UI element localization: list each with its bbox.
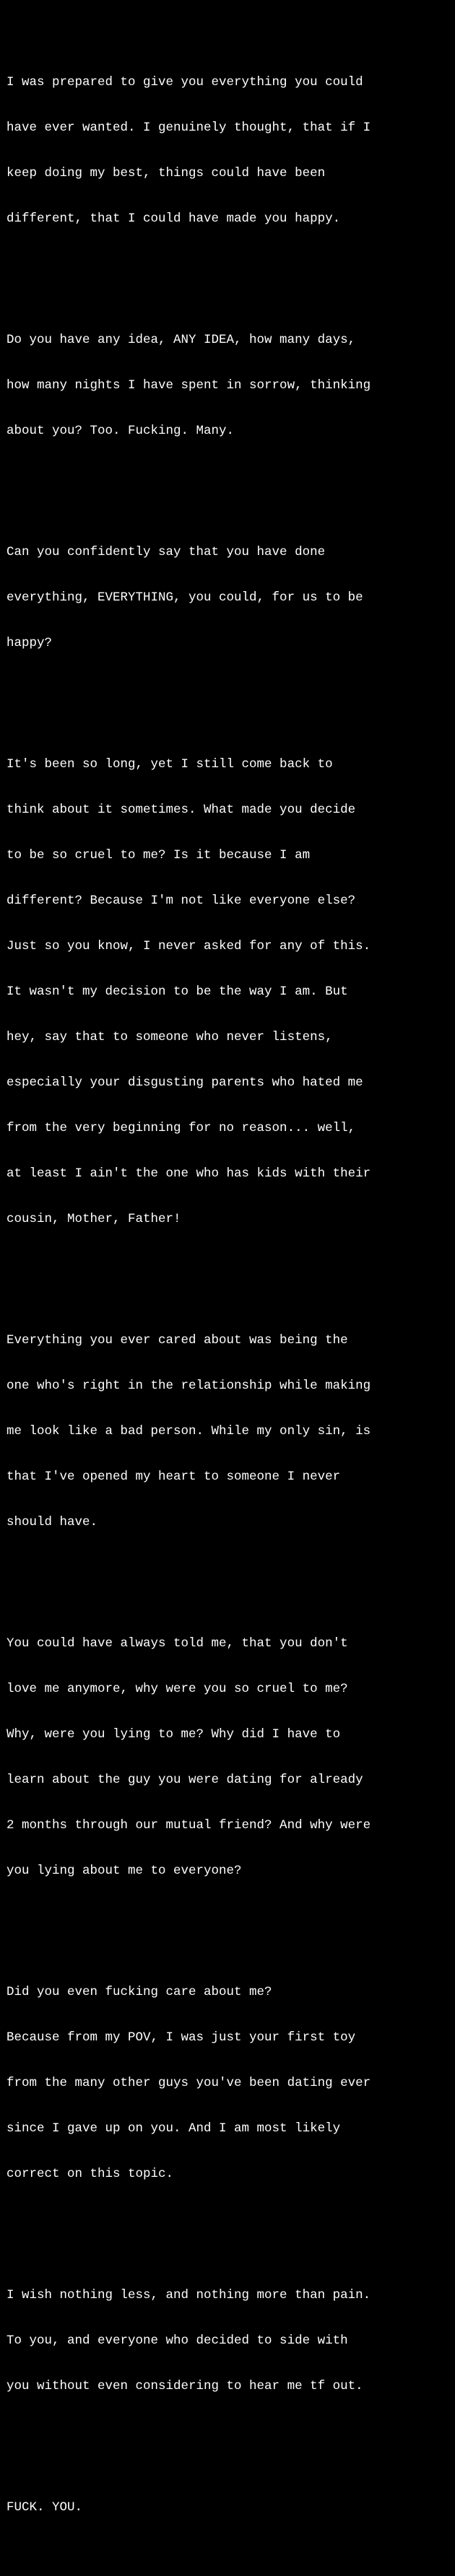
- text-line: It wasn't my decision to be the way I am. But: [6, 984, 348, 999]
- text-line: Why, were you lying to me? Why did I have to: [6, 1727, 341, 1742]
- text-line: have ever wanted. I genuinely thought, that if I: [6, 121, 371, 135]
- text-line: Because from my POV, I was just your first toy: [6, 2030, 356, 2045]
- text-line: you without even considering to hear me tf out.: [6, 2379, 363, 2393]
- text-line: Did you even fucking care about me?: [6, 1985, 272, 1999]
- text-line: happy?: [6, 636, 53, 650]
- paragraph-6: [6, 1606, 451, 1909]
- paragraph-7: [6, 1955, 451, 2212]
- text-line: me look like a bad person. While my only sin, is: [6, 1424, 371, 1438]
- paragraph-5: [6, 1303, 451, 1560]
- paragraph-9: [6, 2470, 451, 2546]
- text-line: You could have always told me, that you don't: [6, 1636, 348, 1651]
- paragraph-2: [6, 302, 451, 469]
- text-line: think about it sometimes. What made you decide: [6, 803, 356, 817]
- text-line: Can you confidently say that you have done: [6, 545, 326, 559]
- paragraph-4: [6, 727, 451, 1257]
- text-line: since I gave up on you. And I am most likely: [6, 2121, 341, 2136]
- text-line: you lying about me to everyone?: [6, 1864, 242, 1878]
- text-line: 2 months through our mutual friend? And why were: [6, 1818, 371, 1833]
- text-line: FUCK. YOU.: [6, 2500, 83, 2515]
- paragraph-3: [6, 515, 451, 681]
- text-line: from the many other guys you've been dating ever: [6, 2076, 371, 2090]
- text-line: Do you have any idea, ANY IDEA, how many days,: [6, 333, 356, 347]
- text-line: different? Because I'm not like everyone else?: [6, 894, 356, 908]
- text-line: I was prepared to give you everything you could: [6, 75, 363, 89]
- paragraph-8: [6, 2258, 451, 2424]
- text-line: Just so you know, I never asked for any of this.: [6, 939, 371, 953]
- text-line: correct on this topic.: [6, 2167, 174, 2181]
- text-line: one who's right in the relationship while making: [6, 1379, 371, 1393]
- text-line: hey, say that to someone who never listens,: [6, 1030, 333, 1044]
- text-line: keep doing my best, things could have been: [6, 166, 326, 180]
- text-line: love me anymore, why were you so cruel to me?: [6, 1682, 348, 1696]
- text-line: cousin, Mother, Father!: [6, 1212, 181, 1226]
- text-line: how many nights I have spent in sorrow, thinking: [6, 378, 371, 393]
- text-line: everything, EVERYTHING, you could, for us to be: [6, 590, 363, 605]
- text-line: should have.: [6, 1515, 98, 1529]
- text-line: from the very beginning for no reason... well,: [6, 1121, 356, 1135]
- text-line: different, that I could have made you happy.: [6, 211, 341, 226]
- text-line: It's been so long, yet I still come back to: [6, 757, 333, 772]
- text-line: I wish nothing less, and nothing more than pain.: [6, 2288, 371, 2302]
- text-line: Everything you ever cared about was being the: [6, 1333, 348, 1348]
- text-line: about you? Too. Fucking. Many.: [6, 424, 235, 438]
- text-line: especially your disgusting parents who hated me: [6, 1075, 363, 1090]
- text-line: To you, and everyone who decided to side with: [6, 2333, 348, 2348]
- letter-text: [6, 14, 451, 2576]
- text-line: learn about the guy you were dating for already: [6, 1773, 363, 1787]
- paragraph-1: [6, 45, 451, 257]
- text-line: that I've opened my heart to someone I never: [6, 1470, 341, 1484]
- text-line: to be so cruel to me? Is it because I am: [6, 848, 311, 863]
- text-line: at least I ain't the one who has kids with their: [6, 1166, 371, 1181]
